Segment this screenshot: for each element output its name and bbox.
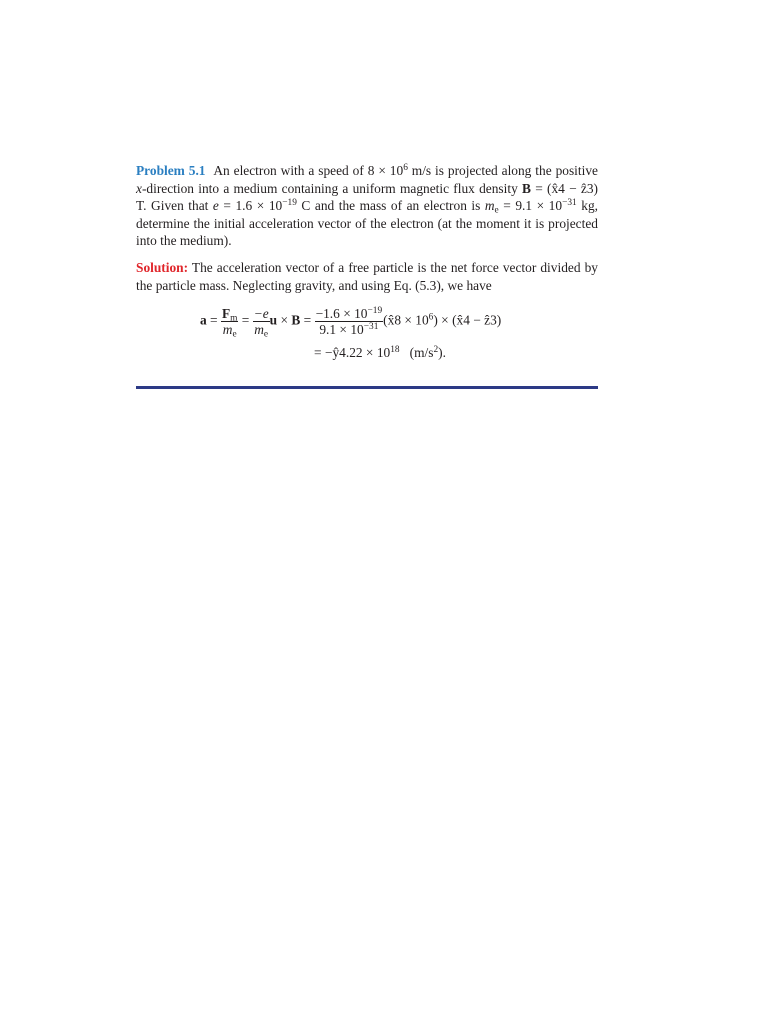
problem-text: m/s is projected along the positive [407,163,598,178]
problem-text: = 9.1 × 10 [498,198,563,214]
fraction-numeric [315,306,384,337]
eq-vector: ) × (x̂4 − ẑ3) [433,312,502,328]
problem-statement [136,162,598,250]
problem-text: kg, determine the initial acceleration vector of the electron (at the moment it is projected into the medium). [136,198,598,249]
problem-var: e [212,198,219,214]
fraction-force-mass [221,306,238,340]
eq-num-sup: −19 [367,305,383,316]
problem-var: x [136,180,142,196]
problem-text: = 1.6 × 10 [218,198,283,214]
solution-label: Solution: [136,260,189,275]
eq-den: 9.1 × 10 [319,322,364,337]
eq-equals: = [300,312,315,328]
eq-u: u [269,312,278,328]
eq-result-sup: 18 [390,344,400,355]
eq-B: B [291,312,301,328]
eq-equals: = [206,312,221,328]
equation-line-2 [314,345,446,361]
solution-text [136,259,598,294]
problem-var: B [522,180,531,196]
problem-sup: 6 [403,162,408,173]
eq-times: × [277,312,292,328]
problem-sup: −19 [282,198,297,209]
eq-result: = −ŷ4.22 × 10 [314,345,391,360]
eq-m-sub: e [232,329,237,340]
eq-den-sup: −31 [363,321,379,332]
section-divider [136,386,598,389]
eq-unit: (m/s [399,345,434,360]
fraction-charge-mass [253,306,270,340]
eq-a: a [200,312,207,328]
solution-body: The acceleration vector of a free particle is the net force vector divided by the particle mass. Neglecting gravity, and using Eq. (5.3), we have [136,260,598,293]
eq-vector: (x̂8 × 10 [383,312,429,328]
problem-sub: e [494,205,499,216]
problem-var: m [484,198,495,214]
eq-m: m [254,322,264,337]
problem-text: C and the mass of an electron is [296,198,485,214]
eq-m-sub: e [263,329,269,340]
eq-vector-sup: 6 [428,312,434,323]
eq-unit-sup: 2 [433,344,439,355]
equation-line-1 [200,305,502,340]
eq-F: F [221,306,231,321]
eq-neg-e: −e [253,306,269,321]
eq-F-sub: m [230,313,238,324]
eq-m: m [222,322,233,337]
eq-num: −1.6 × 10 [315,306,368,321]
eq-end: ). [438,345,446,360]
problem-label: Problem 5.1 [136,163,206,178]
problem-text: -direction into a medium containing a uniform magnetic flux density [141,180,523,196]
problem-text: An electron with a speed of 8 × 10 [213,163,404,178]
eq-equals: = [238,312,253,328]
problem-text: = (x̂4 − ẑ3) T. Given that [136,180,598,214]
problem-sup: −31 [562,198,577,209]
